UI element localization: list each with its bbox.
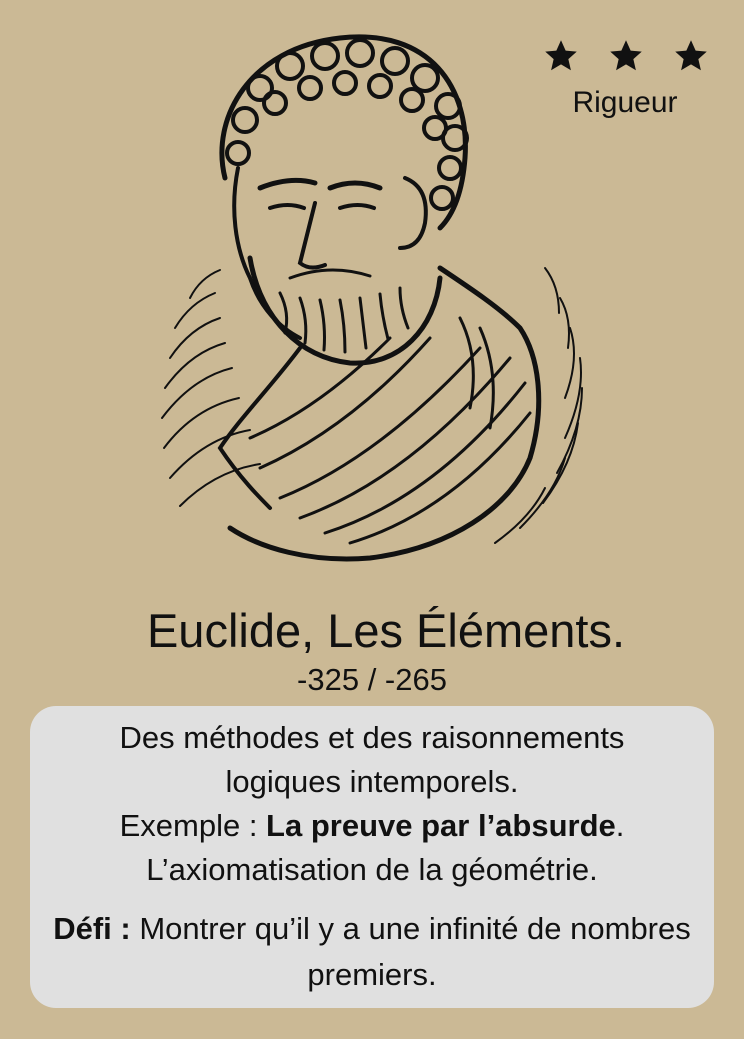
description-line: logiques intemporels. [225,764,519,799]
description-panel [30,706,714,1008]
example-line [50,804,694,848]
challenge-body: Montrer qu’il y a une infinité de nombres premiers. [130,911,691,992]
rating-label: Rigueur [572,86,678,119]
card-dates: -325 / -265 [297,662,447,697]
star-icon [673,38,709,74]
card-title: Euclide, Les Éléments. [146,604,626,657]
description-line: L’axiomatisation de la géométrie. [146,852,598,887]
example-prefix: Exemple : [119,808,267,843]
challenge-text [50,906,694,998]
example-highlight: La preuve par l’absurde [266,808,616,843]
challenge-label: Défi : [53,911,131,946]
euclid-portrait-icon [150,28,600,578]
description-line: Des méthodes et des raisonnements [119,720,625,755]
star-icon [608,38,644,74]
example-suffix: . [615,808,625,843]
